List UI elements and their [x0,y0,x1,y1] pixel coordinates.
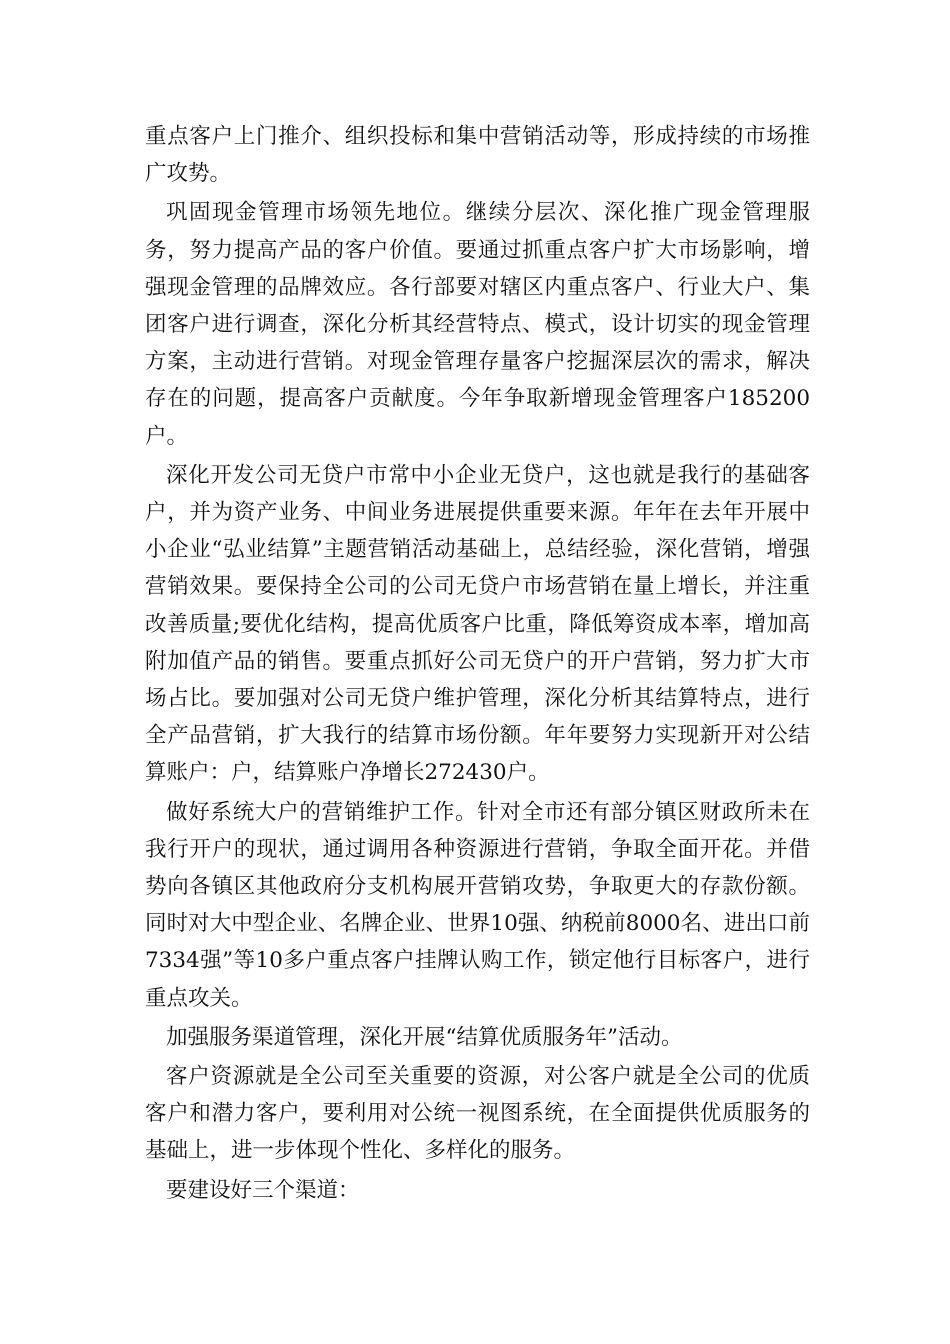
document-body [145,118,810,1211]
paragraph-3: 深化开发公司无贷户市常中小企业无贷户，这也就是我行的基础客户，并为资产业务、中间业务进展提供重要来源。年年在去年开展中小企业“弘业结算”主题营销活动基础上，总结经验，深化营销，增强营销效果。要保持全公司的公司无贷户市场营销在量上增长，并注重改善质量;要优化结构，提高优质客户比重，降低筹资成本率，增加高附加值产品的销售。要重点抓好公司无贷户的开户营销，努力扩大市场占比。要加强对公司无贷户维护管理，深化分析其结算特点，进行全产品营销，扩大我行的结算市场份额。年年要努力实现新开对公结算账户：户，结算账户净增长272430户。 [145,462,810,786]
paragraph-1: 重点客户上门推介、组织投标和集中营销活动等，形成持续的市场推广攻势。 [145,124,810,187]
paragraph-6: 客户资源就是全公司至关重要的资源，对公客户就是全公司的优质客户和潜力客户，要利用对公统一视图系统，在全面提供优质服务的基础上，进一步体现个性化、多样化的服务。 [145,1064,810,1164]
paragraph-4: 做好系统大户的营销维护工作。针对全市还有部分镇区财政所未在我行开户的现状，通过调用各种资源进行营销，争取全面开花。并借势向各镇区其他政府分支机构展开营销攻势，争取更大的存款份额。同时对大中型企业、名牌企业、世界10强、纳税前8000名、进出口前7334强”等10多户重点客户挂牌认购工作，锁定他行目标客户，进行重点攻关。 [145,799,810,1011]
paragraph-7: 要建设好三个渠道： [166,1177,360,1203]
paragraph-5: 加强服务渠道管理，深化开展“结算优质服务年”活动。 [166,1024,683,1050]
paragraph-2: 巩固现金管理市场领先地位。继续分层次、深化推广现金管理服务，努力提高产品的客户价值。要通过抓重点客户扩大市场影响，增强现金管理的品牌效应。各行部要对辖区内重点客户、行业大户、集团客户进行调查，深化分析其经营特点、模式，设计切实的现金管理方案，主动进行营销。对现金管理存量客户挖掘深层次的需求，解决存在的问题，提高客户贡献度。今年争取新增现金管理客户185200户。 [145,200,810,449]
